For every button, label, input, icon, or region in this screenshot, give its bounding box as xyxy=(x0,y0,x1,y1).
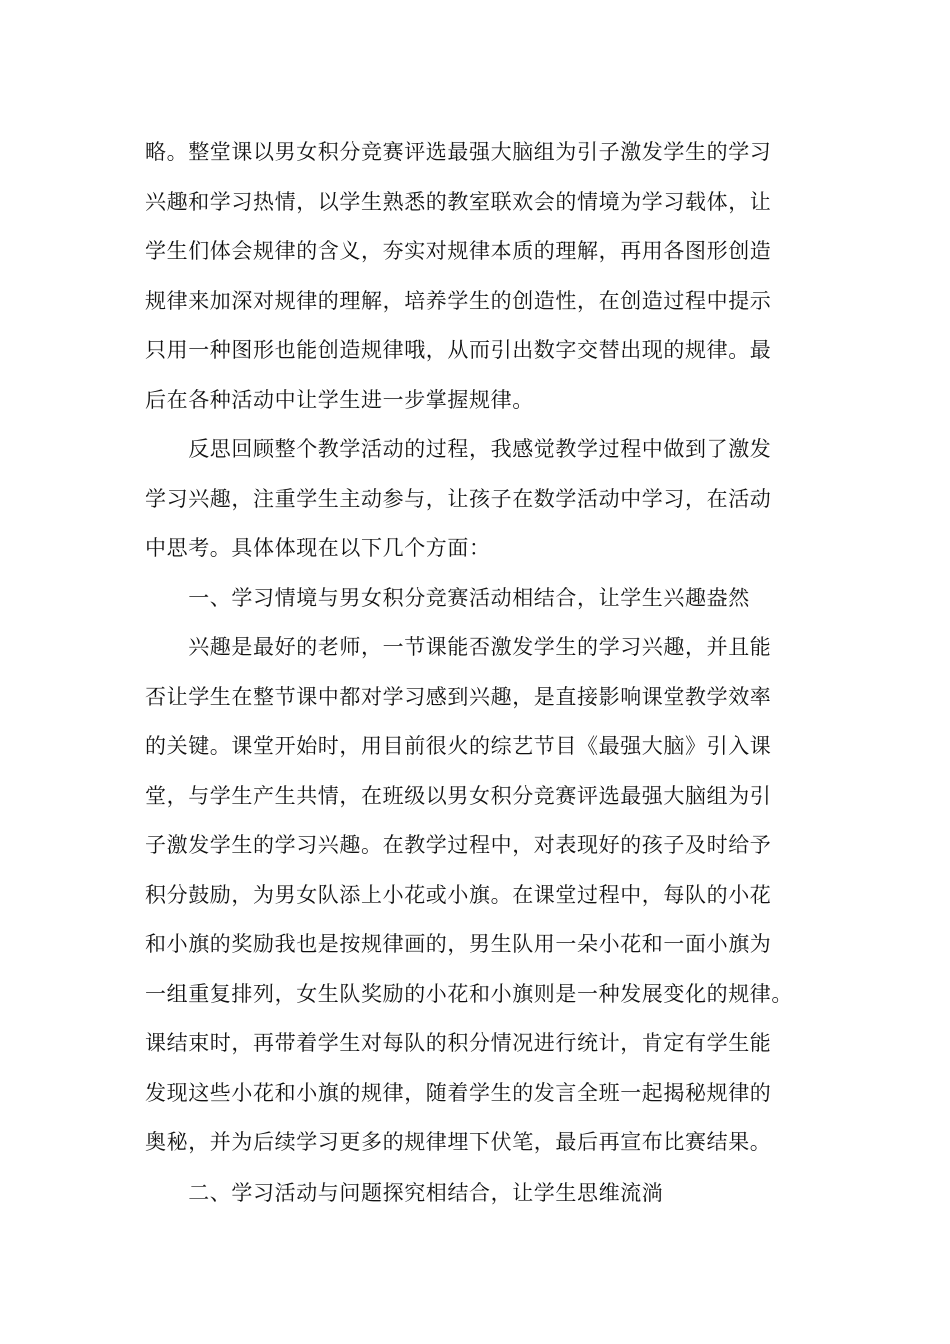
text-line: 学生们体会规律的含义，夯实对规律本质的理解，再用各图形创造 xyxy=(145,239,772,263)
text-line: 奥秘，并为后续学习更多的规律埋下伏笔，最后再宣布比赛结果。 xyxy=(145,1130,772,1154)
text-line: 子激发学生的学习兴趣。在教学过程中，对表现好的孩子及时给予 xyxy=(145,833,772,857)
text-line: 只用一种图形也能创造规律哦，从而引出数字交替出现的规律。最 xyxy=(145,338,772,362)
text-line: 否让学生在整节课中都对学习感到兴趣，是直接影响课堂教学效率 xyxy=(145,684,772,709)
text-line: 规律来加深对规律的理解，培养学生的创造性，在创造过程中提示 xyxy=(145,288,772,313)
section-heading: 二、学习活动与问题探究相结合，让学生思维流淌 xyxy=(145,1180,664,1205)
text-line: 发现这些小花和小旗的规律，随着学生的发言全班一起揭秘规律的 xyxy=(145,1080,772,1105)
text-line: 略。整堂课以男女积分竞赛评选最强大脑组为引子激发学生的学习 xyxy=(145,140,772,164)
section-heading: 一、学习情境与男女积分竞赛活动相结合，让学生兴趣盎然 xyxy=(145,585,750,610)
document-body xyxy=(145,128,810,1218)
text-line: 兴趣和学习热情，以学生熟悉的教室联欢会的情境为学习载体，让 xyxy=(145,189,772,214)
text-line: 的关键。课堂开始时，用目前很火的综艺节目《最强大脑》引入课 xyxy=(145,734,772,758)
text-line: 中思考。具体体现在以下几个方面： xyxy=(145,536,491,560)
text-line: 堂，与学生产生共情，在班级以男女积分竞赛评选最强大脑组为引 xyxy=(145,783,772,808)
text-line: 课结束时，再带着学生对每队的积分情况进行统计，肯定有学生能 xyxy=(145,1031,772,1055)
text-line: 反思回顾整个教学活动的过程，我感觉教学过程中做到了激发 xyxy=(145,437,772,461)
text-line: 后在各种活动中让学生进一步掌握规律。 xyxy=(145,387,534,412)
text-line: 学习兴趣，注重学生主动参与，让孩子在数学活动中学习，在活动 xyxy=(145,486,772,511)
text-line: 一组重复排列，女生队奖励的小花和小旗则是一种发展变化的规律。 xyxy=(145,981,793,1006)
text-line: 和小旗的奖励我也是按规律画的，男生队用一朵小花和一面小旗为 xyxy=(145,932,772,956)
text-line: 积分鼓励，为男女队添上小花或小旗。在课堂过程中，每队的小花 xyxy=(145,882,772,907)
text-line: 兴趣是最好的老师，一节课能否激发学生的学习兴趣，并且能 xyxy=(145,635,772,659)
